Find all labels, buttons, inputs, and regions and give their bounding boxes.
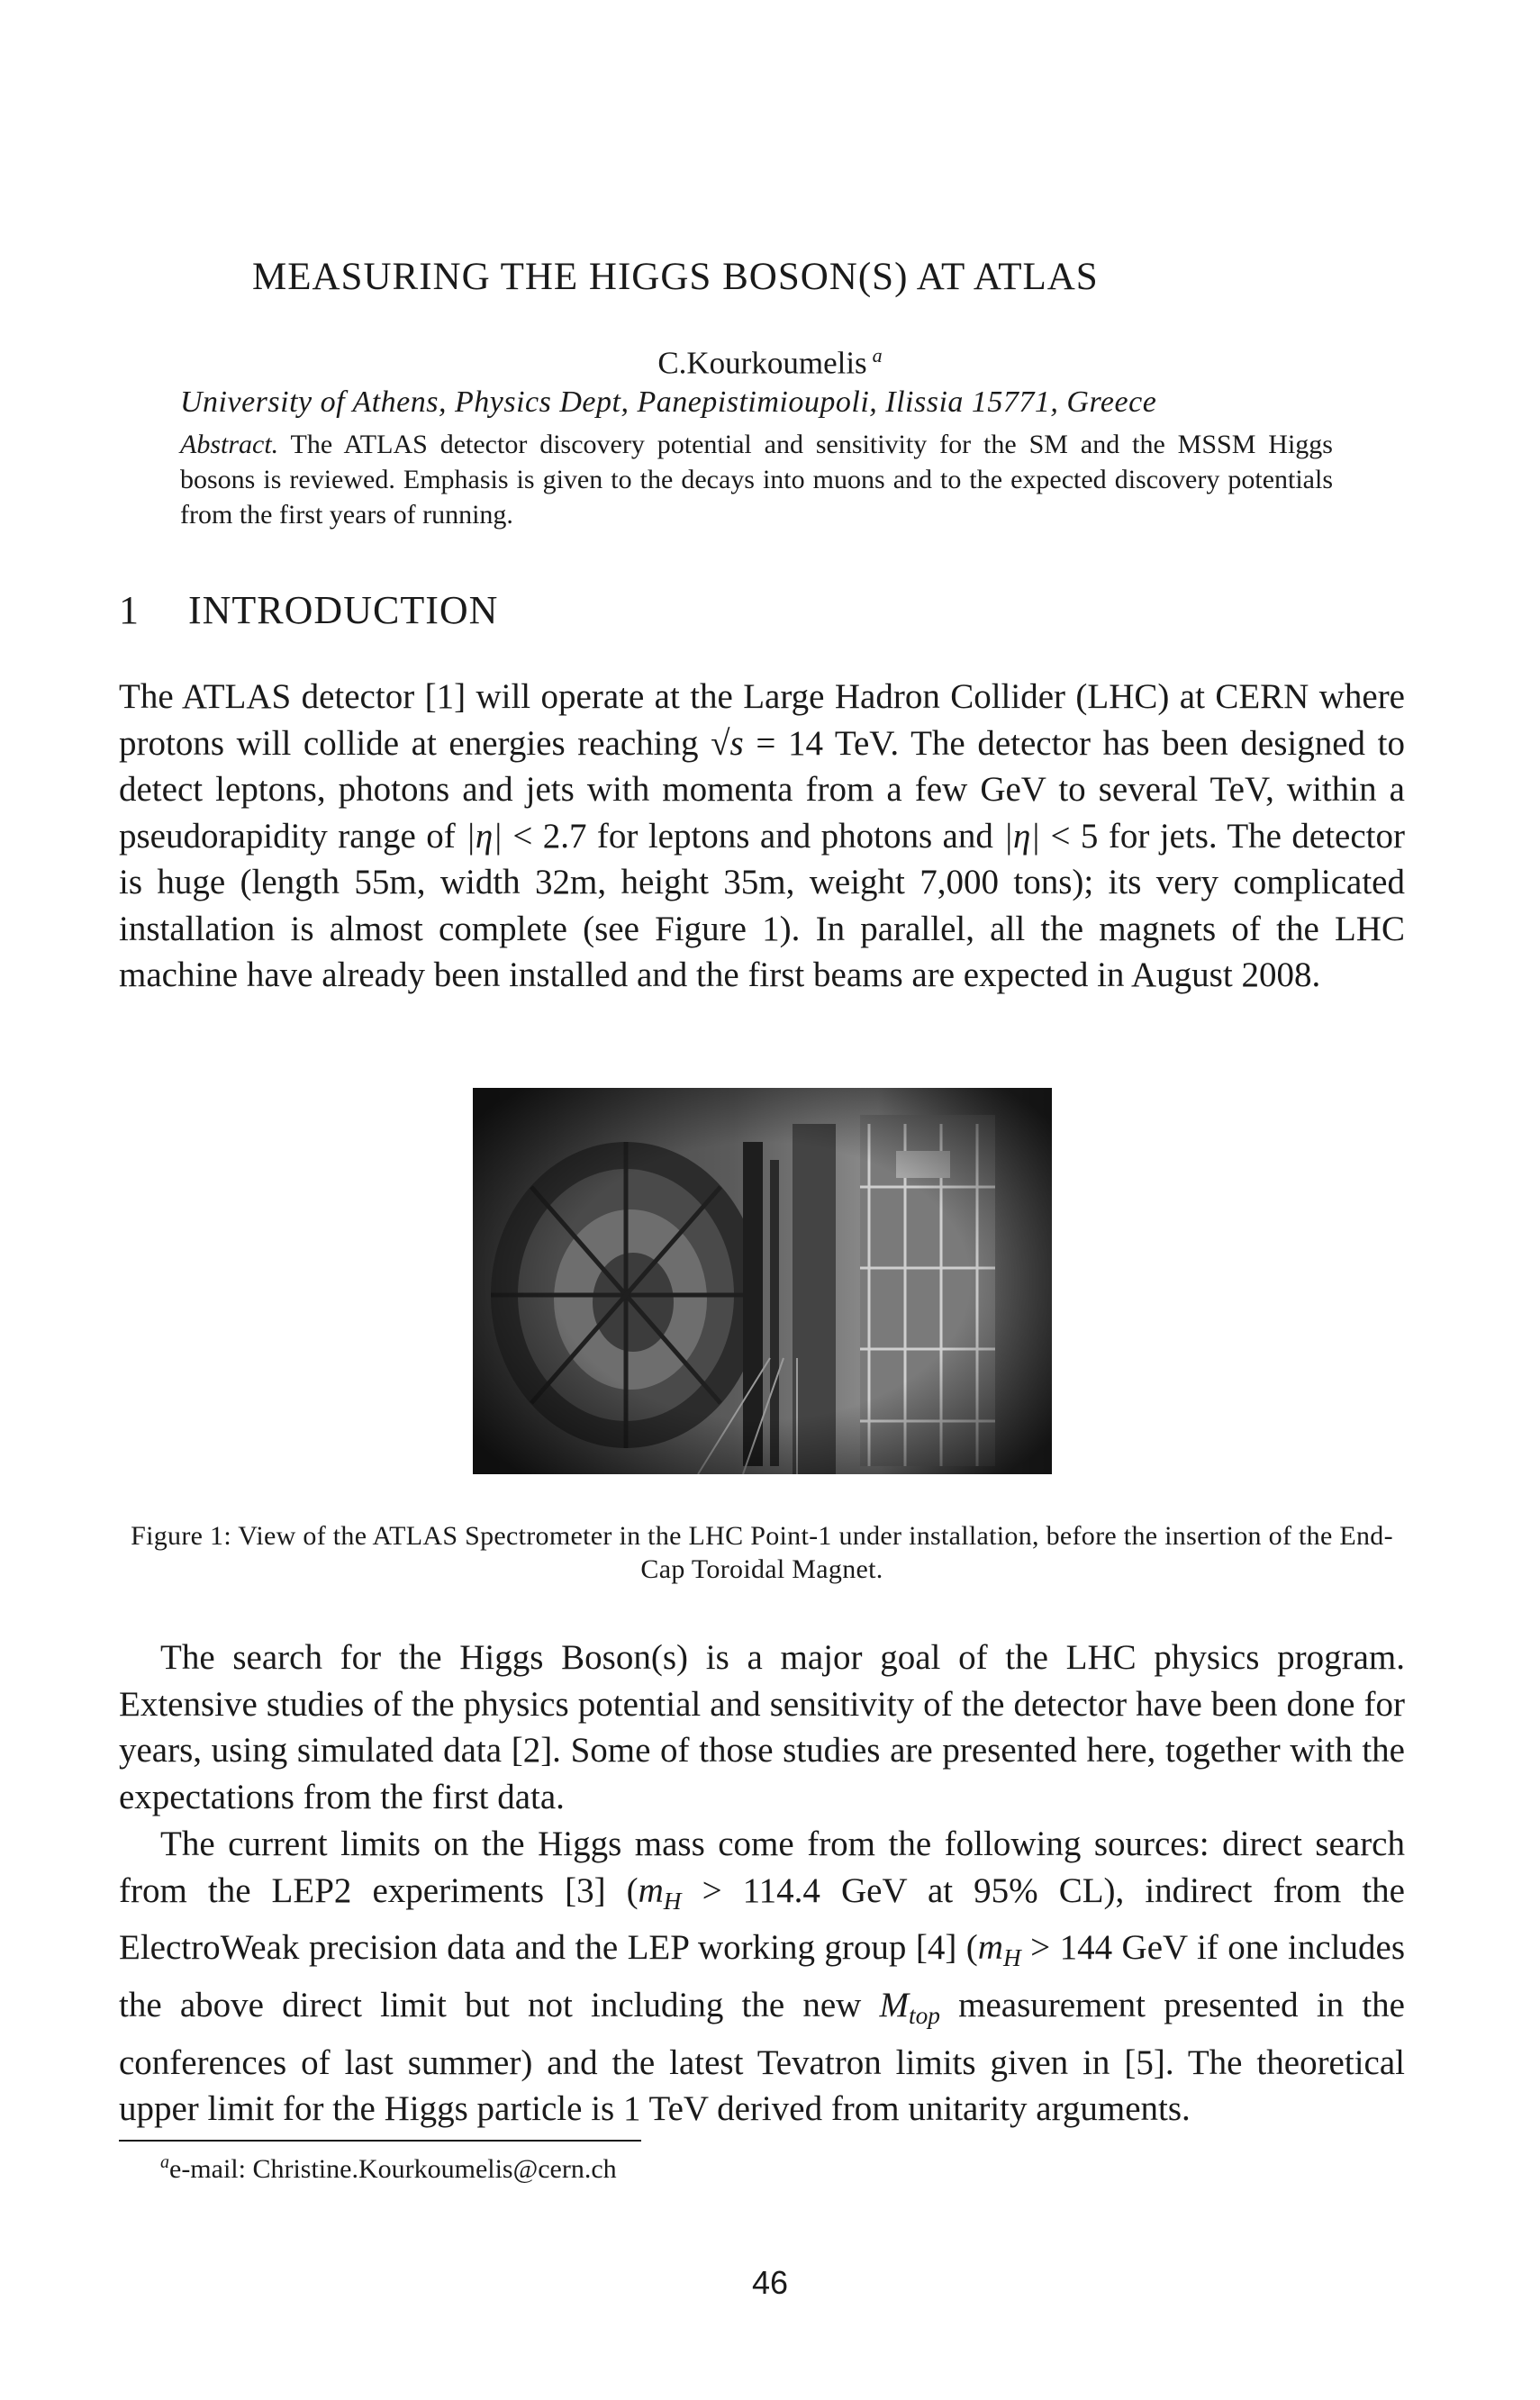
section-title: INTRODUCTION xyxy=(188,588,499,632)
paragraph-higgs-search: The search for the Higgs Boson(s) is a major goal of the LHC physics program. Extensive studies of the physics potential and sensitivity of the detector have been done for years, using simulated data [2]. Some of those studies are presented here, together with the expectations from the first data. xyxy=(119,1638,1405,1816)
text-run: < 5 for jets. The detector is huge (length 55m, width 32m, height 35m, weight 7,000 tons); its very complicated installation is almost complete (see Figure 1). In parallel, all the magnets of the LHC machine have already been installed and the first beams are expected in August 2008. xyxy=(119,816,1405,994)
text-run: = 14 TeV. The detector has been designed to detect leptons, photons and jets with momenta from a few GeV to several TeV, within a pseudorapidity range of xyxy=(119,723,1405,856)
footnote-divider xyxy=(119,2140,641,2142)
author-footnote-mark: a xyxy=(872,344,883,367)
footnote-text: e-mail: Christine.Kourkoumelis@cern.ch xyxy=(169,2154,617,2184)
text-run: < 2.7 for leptons and photons and xyxy=(502,816,1004,856)
atlas-detector-photo xyxy=(473,1088,1052,1474)
footnote-mark: a xyxy=(160,2152,169,2172)
affiliation: University of Athens, Physics Dept, Panepistimioupoli, Ilissia 15771, Greece xyxy=(180,385,1157,419)
author-name: C.Kourkoumelis xyxy=(657,345,867,381)
intro-paragraph xyxy=(119,674,1405,999)
abstract xyxy=(180,427,1333,532)
text-run: > 144 GeV if one includes the above direct limit but not including the new xyxy=(119,1928,1405,2024)
text-run: The current limits on the Higgs mass come from the following sources: direct search from the LEP2 experiments [3] ( xyxy=(119,1825,1405,1910)
paper-title: MEASURING THE HIGGS BOSON(S) AT ATLAS xyxy=(252,256,1099,298)
text-run: The ATLAS detector [1] will operate at the Large Hadron Collider (LHC) at CERN where protons will collide at energies reaching xyxy=(119,677,1405,763)
text-run: > 114.4 GeV at 95% CL), indirect from the ElectroWeak precision data and the LEP working group [4] ( xyxy=(119,1870,1405,1968)
figure-photo xyxy=(473,1088,1052,1474)
footnote xyxy=(160,2152,617,2185)
math-M: M xyxy=(879,1985,910,2024)
abstract-label: Abstract. xyxy=(180,430,279,459)
paragraph-higgs-limits xyxy=(119,1821,1405,2133)
section-heading xyxy=(119,587,498,633)
abstract-text: The ATLAS detector discovery potential and sensitivity for the SM and the MSSM Higgs bosons is reviewed. Emphasis is given to the decays into muons and to the expected discovery potentials from the first years of running. xyxy=(180,430,1333,530)
figure-caption: Figure 1: View of the ATLAS Spectrometer in the LHC Point-1 under installation, before the insertion of the End-Cap Toroidal Magnet. xyxy=(131,1521,1393,1584)
math-subscript: H xyxy=(663,1887,682,1915)
page-number: 46 xyxy=(751,2264,789,2301)
section-number: 1 xyxy=(119,588,140,632)
math-m: m xyxy=(638,1870,664,1910)
author-line xyxy=(0,344,1540,382)
math-eta: |η| xyxy=(1003,816,1041,856)
math-m: m xyxy=(977,1928,1003,1968)
math-subscript: top xyxy=(909,2002,940,2030)
text-run: measurement presented in the conferences of last summer) and the latest Tevatron limits given in [5]. The theoretical upper limit for the Higgs particle is 1 TeV derived from unitarity arguments. xyxy=(119,1985,1405,2129)
math-eta: |η| xyxy=(466,816,503,856)
math-subscript: H xyxy=(1002,1944,1021,1972)
math-sqrt-s: √s xyxy=(711,723,744,763)
